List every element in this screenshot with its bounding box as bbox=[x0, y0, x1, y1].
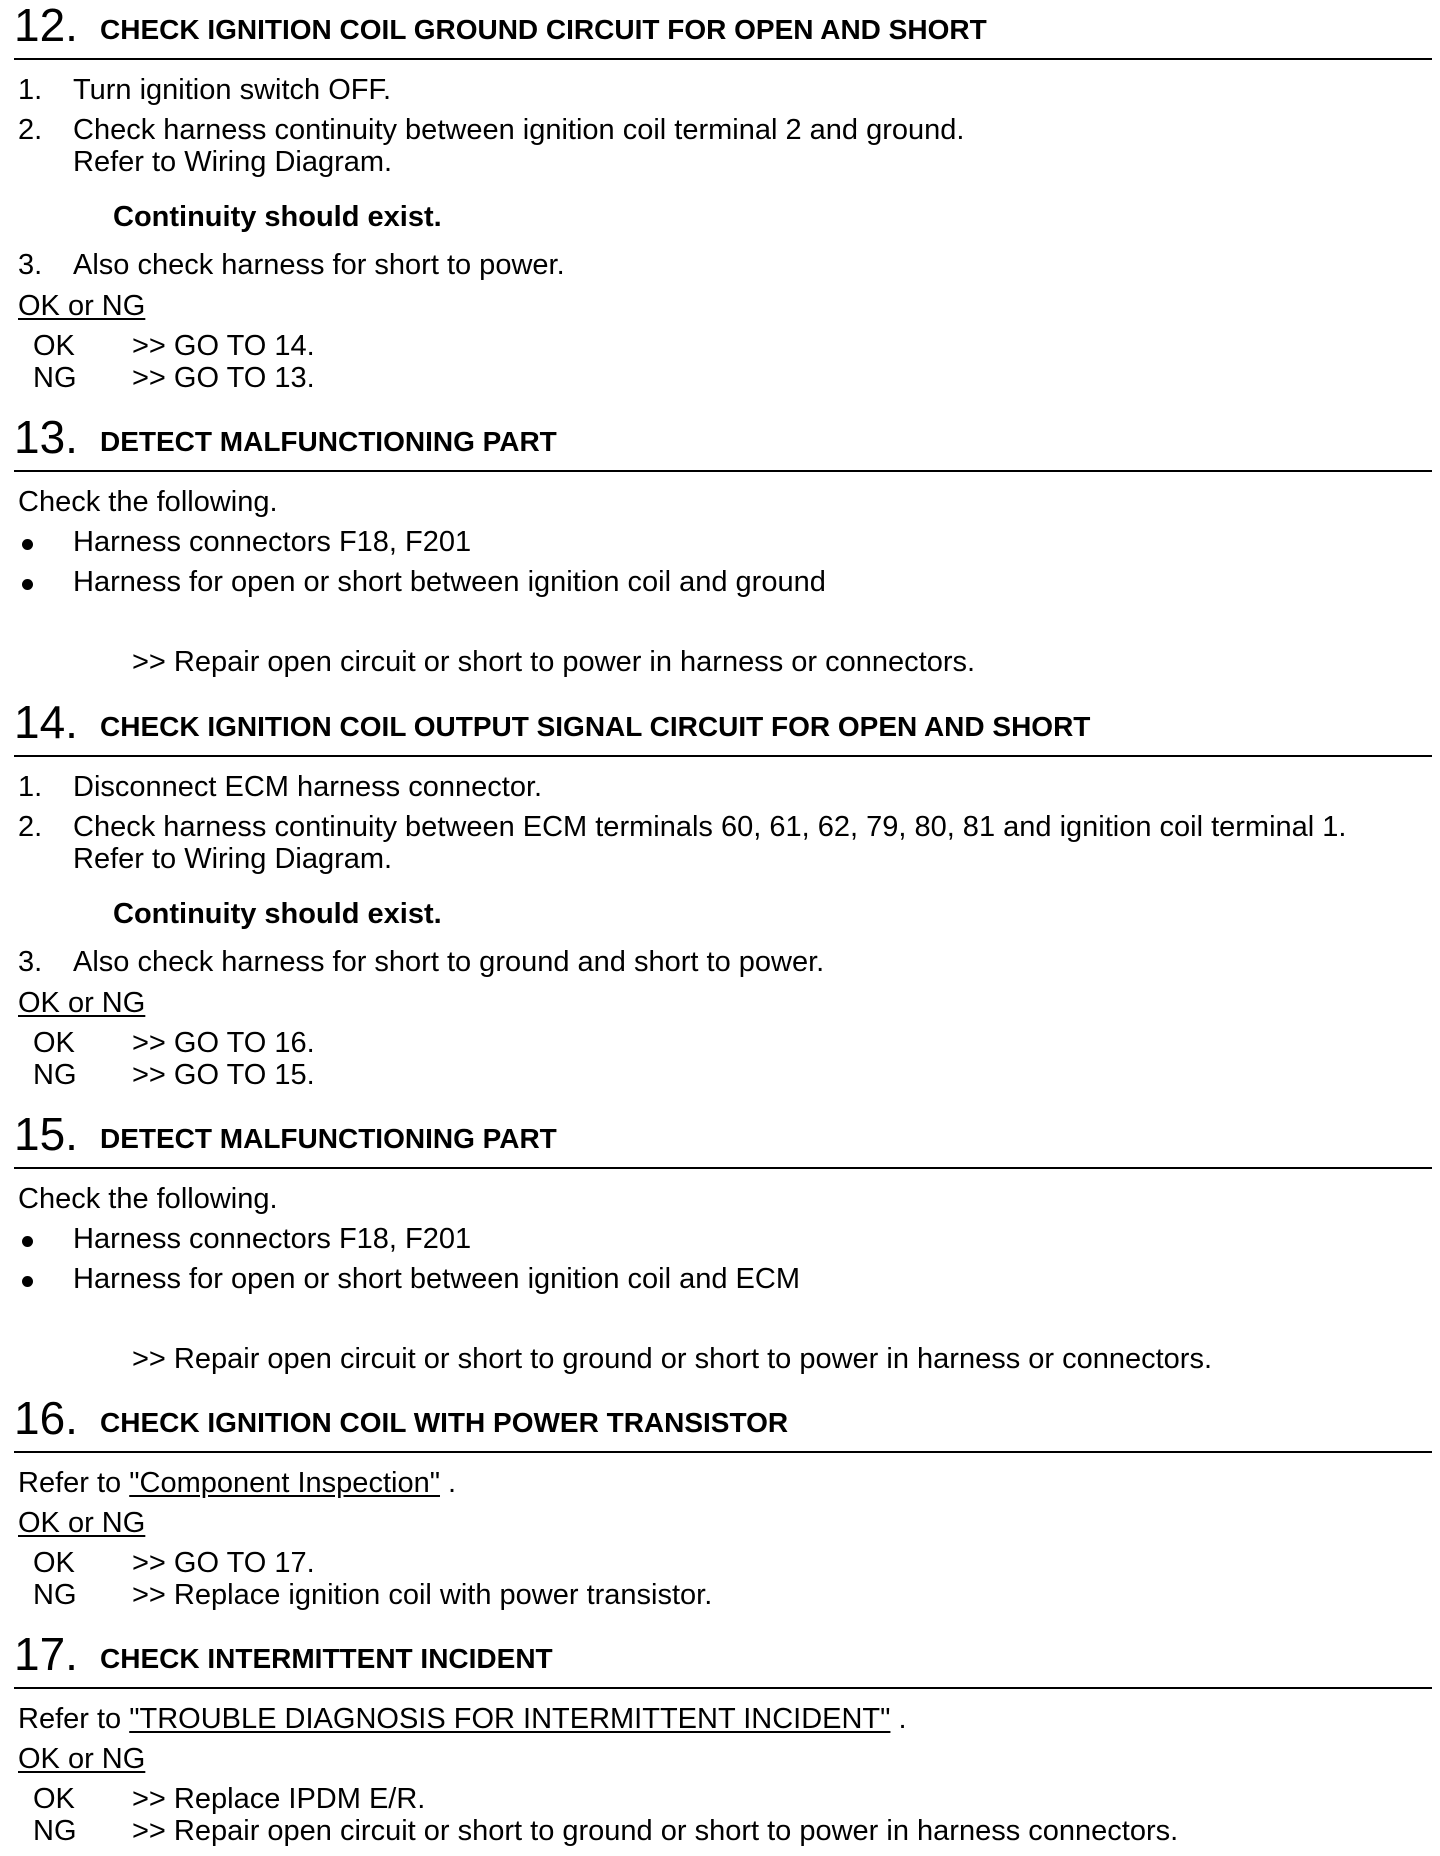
section-divider bbox=[14, 470, 1432, 472]
result-action: >> GO TO 17. bbox=[132, 1547, 315, 1579]
step-header bbox=[0, 1393, 1440, 1453]
item-text: Refer to Wiring Diagram. bbox=[73, 843, 393, 875]
result-label: OK bbox=[33, 1783, 75, 1815]
result-label: OK bbox=[33, 1547, 75, 1579]
step-number: 16. bbox=[14, 1392, 78, 1444]
bullet-icon bbox=[22, 579, 33, 590]
refer-line bbox=[18, 1703, 907, 1735]
section-divider bbox=[14, 1167, 1432, 1169]
step-header bbox=[0, 0, 1440, 60]
refer-prefix: Refer to bbox=[18, 1703, 130, 1735]
step-12 bbox=[0, 0, 1440, 394]
step-title: DETECT MALFUNCTIONING PART bbox=[100, 426, 557, 457]
intro-text: Check the following. bbox=[18, 1183, 278, 1215]
bullet-text: Harness for open or short between ignition coil and ground bbox=[73, 566, 826, 598]
refer-suffix: . bbox=[890, 1703, 907, 1735]
bullet-text: Harness connectors F18, F201 bbox=[73, 1223, 472, 1255]
ok-ng-label: OK or NG bbox=[18, 290, 146, 322]
step-13 bbox=[0, 411, 1440, 678]
item-text: Also check harness for short to power. bbox=[73, 249, 565, 281]
item-text: Also check harness for short to ground and short to power. bbox=[73, 946, 825, 978]
step-header bbox=[0, 1109, 1440, 1169]
item-number: 2. bbox=[18, 114, 43, 146]
section-divider bbox=[14, 1451, 1432, 1453]
item-text: Turn ignition switch OFF. bbox=[73, 74, 392, 106]
step-14 bbox=[0, 696, 1440, 1091]
result-label: OK bbox=[33, 330, 75, 362]
step-number: 14. bbox=[14, 696, 78, 748]
item-number: 1. bbox=[18, 771, 43, 803]
bullet-text: Harness for open or short between ignition coil and ECM bbox=[73, 1263, 800, 1295]
result-label: NG bbox=[33, 1059, 77, 1091]
refer-line bbox=[18, 1467, 456, 1499]
step-15 bbox=[0, 1108, 1440, 1375]
bullet-text: Harness connectors F18, F201 bbox=[73, 526, 472, 558]
intermittent-incident-link[interactable]: "TROUBLE DIAGNOSIS FOR INTERMITTENT INCIDENT" bbox=[129, 1703, 891, 1735]
bullet-icon bbox=[22, 1236, 33, 1247]
result-action: >> Replace IPDM E/R. bbox=[132, 1783, 426, 1815]
bullet-icon bbox=[22, 539, 33, 550]
item-number: 3. bbox=[18, 946, 43, 978]
step-number: 12. bbox=[14, 0, 78, 51]
component-inspection-link[interactable]: "Component Inspection" bbox=[129, 1467, 440, 1499]
section-divider bbox=[14, 755, 1432, 757]
step-number: 17. bbox=[14, 1628, 78, 1680]
spec-text: Continuity should exist. bbox=[113, 898, 442, 930]
result-label: NG bbox=[33, 362, 77, 394]
intro-text: Check the following. bbox=[18, 486, 278, 518]
result-action: >> GO TO 13. bbox=[132, 362, 315, 394]
ok-ng-label: OK or NG bbox=[18, 1743, 146, 1775]
result-action: >> GO TO 16. bbox=[132, 1027, 315, 1059]
step-number: 13. bbox=[14, 411, 78, 463]
section-divider bbox=[14, 1687, 1432, 1689]
step-title: CHECK IGNITION COIL OUTPUT SIGNAL CIRCUIT FOR OPEN AND SHORT bbox=[100, 711, 1091, 742]
spec-text: Continuity should exist. bbox=[113, 201, 442, 233]
result-label: NG bbox=[33, 1815, 77, 1847]
item-text: Refer to Wiring Diagram. bbox=[73, 146, 393, 178]
bullet-icon bbox=[22, 1276, 33, 1287]
item-text: Check harness continuity between ignition coil terminal 2 and ground. bbox=[73, 114, 965, 146]
item-number: 2. bbox=[18, 811, 43, 843]
item-text: Check harness continuity between ECM terminals 60, 61, 62, 79, 80, 81 and ignition coil terminal 1. bbox=[73, 811, 1347, 843]
ok-ng-label: OK or NG bbox=[18, 1507, 146, 1539]
refer-suffix: . bbox=[440, 1467, 457, 1499]
item-number: 1. bbox=[18, 74, 43, 106]
action-text: >> Repair open circuit or short to ground or short to power in harness or connectors. bbox=[132, 1343, 1213, 1375]
item-number: 3. bbox=[18, 249, 43, 281]
step-number: 15. bbox=[14, 1108, 78, 1160]
action-text: >> Repair open circuit or short to power in harness or connectors. bbox=[132, 646, 976, 678]
result-label: NG bbox=[33, 1579, 77, 1611]
step-header bbox=[0, 697, 1440, 757]
section-divider bbox=[14, 58, 1432, 60]
step-16 bbox=[0, 1392, 1440, 1611]
step-header bbox=[0, 1629, 1440, 1689]
step-title: DETECT MALFUNCTIONING PART bbox=[100, 1123, 557, 1154]
step-header bbox=[0, 412, 1440, 472]
step-17 bbox=[0, 1628, 1440, 1847]
step-title: CHECK IGNITION COIL GROUND CIRCUIT FOR OPEN AND SHORT bbox=[100, 14, 987, 45]
step-title: CHECK IGNITION COIL WITH POWER TRANSISTOR bbox=[100, 1407, 789, 1438]
result-action: >> Replace ignition coil with power transistor. bbox=[132, 1579, 713, 1611]
item-text: Disconnect ECM harness connector. bbox=[73, 771, 543, 803]
step-title: CHECK INTERMITTENT INCIDENT bbox=[100, 1643, 553, 1674]
result-label: OK bbox=[33, 1027, 75, 1059]
refer-prefix: Refer to bbox=[18, 1467, 130, 1499]
result-action: >> Repair open circuit or short to ground or short to power in harness connectors. bbox=[132, 1815, 1179, 1847]
result-action: >> GO TO 14. bbox=[132, 330, 315, 362]
result-action: >> GO TO 15. bbox=[132, 1059, 315, 1091]
ok-ng-label: OK or NG bbox=[18, 987, 146, 1019]
